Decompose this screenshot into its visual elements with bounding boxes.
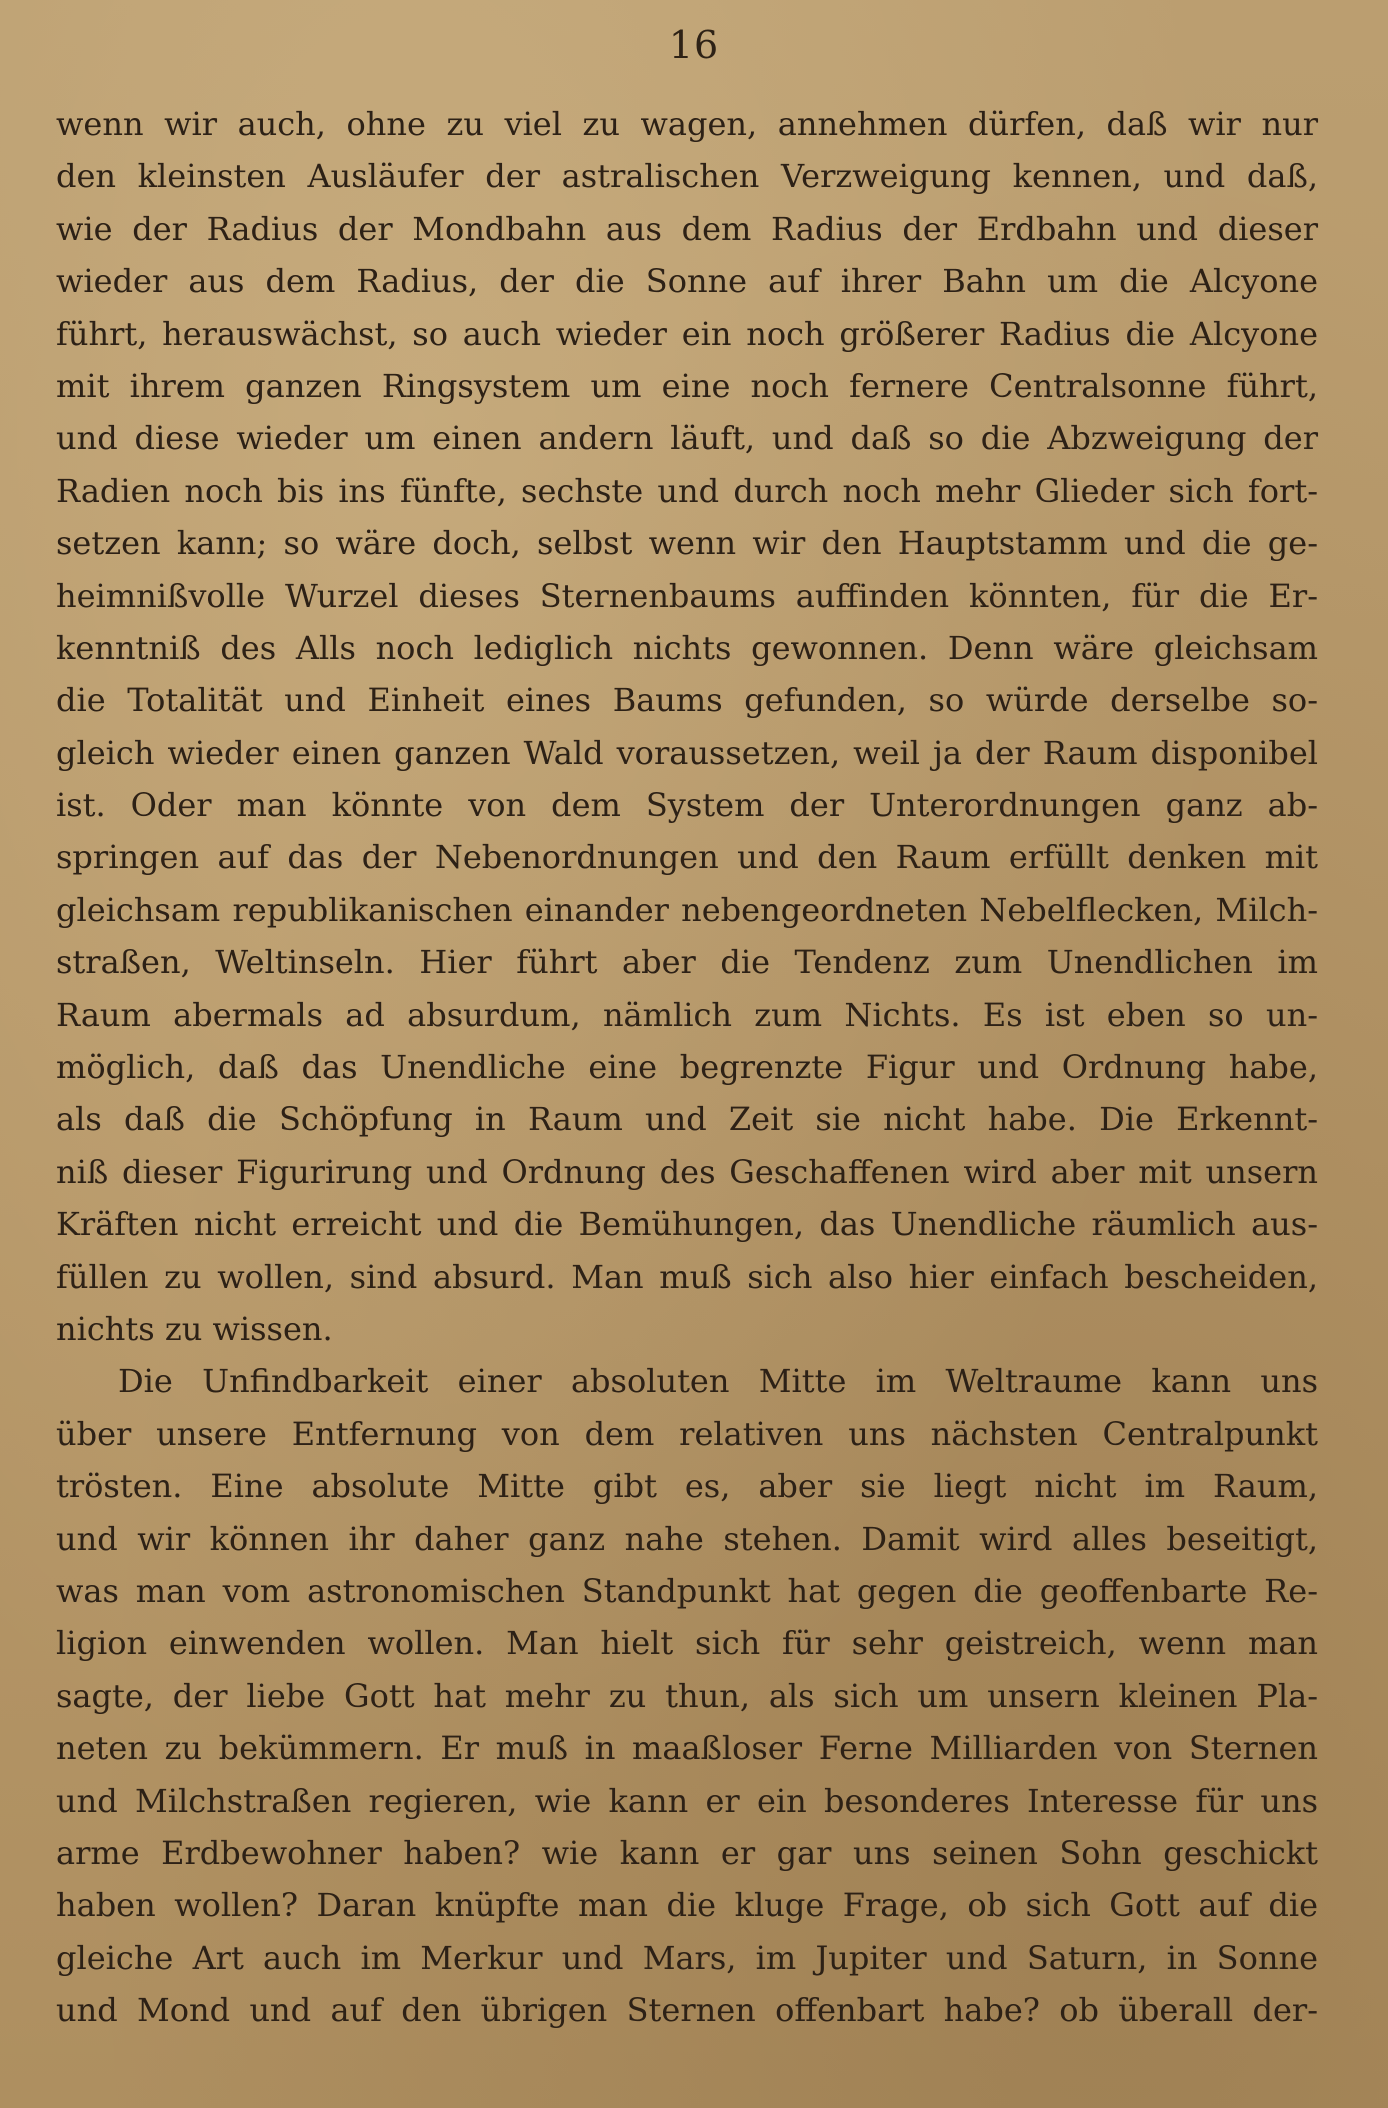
text-line: möglich, daß das Unendliche eine begrenzte Figur und Ordnung habe, (56, 1048, 1318, 1087)
text-line: setzen kann; so wäre doch, selbst wenn wir den Hauptstamm und die ge- (56, 524, 1318, 563)
text-line: Kräften nicht erreicht und die Bemühungen, das Unendliche räumlich aus- (56, 1205, 1318, 1244)
text-line: wie der Radius der Mondbahn aus dem Radius der Erdbahn und dieser (56, 209, 1318, 248)
text-line: und wir können ihr daher ganz nahe stehen. Damit wird alles beseitigt, (56, 1519, 1318, 1558)
text-line: füllen zu wollen, sind absurd. Man muß sich also hier einfach bescheiden, (56, 1257, 1318, 1296)
text-line: springen auf das der Nebenordnungen und den Raum erfüllt denken mit (56, 838, 1318, 877)
text-line: mit ihrem ganzen Ringsystem um eine noch fernere Centralsonne führt, (56, 366, 1318, 405)
text-line: neten zu bekümmern. Er muß in maaßloser Ferne Milliarden von Sternen (56, 1729, 1318, 1768)
paragraph-1 (56, 98, 1318, 1355)
text-line: gleiche Art auch im Merkur und Mars, im Jupiter und Saturn, in Sonne (56, 1938, 1318, 1977)
text-line: nichts zu wissen. (56, 1309, 333, 1348)
text-line: arme Erdbewohner haben? wie kann er gar uns seinen Sohn geschickt (56, 1833, 1318, 1872)
text-line: gleich wieder einen ganzen Wald voraussetzen, weil ja der Raum disponibel (56, 733, 1318, 772)
text-line: und Mond und auf den übrigen Sternen offenbart habe? ob überall der- (56, 1991, 1318, 2030)
text-line: führt, herauswächst, so auch wieder ein noch größerer Radius die Alcyone (56, 314, 1318, 353)
text-line: gleichsam republikanischen einander nebengeordneten Nebelflecken, Milch- (56, 890, 1318, 929)
paragraph-2 (56, 1355, 1318, 2036)
text-line: heimnißvolle Wurzel dieses Sternenbaums auffinden könnten, für die Er- (56, 576, 1318, 615)
text-line: ist. Oder man könnte von dem System der Unterordnungen ganz ab- (56, 786, 1318, 825)
text-line: Raum abermals ad absurdum, nämlich zum Nichts. Es ist eben so un- (56, 995, 1318, 1034)
text-line: wieder aus dem Radius, der die Sonne auf ihrer Bahn um die Alcyone (56, 262, 1318, 301)
text-line: straßen, Weltinseln. Hier führt aber die Tendenz zum Unendlichen im (56, 943, 1318, 982)
text-line: den kleinsten Ausläufer der astralischen Verzweigung kennen, und daß, (56, 157, 1318, 196)
text-line: und diese wieder um einen andern läuft, und daß so die Abzweigung der (56, 419, 1318, 458)
text-line: ligion einwenden wollen. Man hielt sich für sehr geistreich, wenn man (56, 1624, 1318, 1663)
text-line: und Milchstraßen regieren, wie kann er ein besonderes Interesse für uns (56, 1781, 1318, 1820)
text-line: kenntniß des Alls noch lediglich nichts gewonnen. Denn wäre gleichsam (56, 628, 1318, 667)
text-line: wenn wir auch, ohne zu viel zu wagen, annehmen dürfen, daß wir nur (56, 105, 1318, 143)
text-line: über unsere Entfernung von dem relativen uns nächsten Centralpunkt (56, 1414, 1318, 1453)
text-line: trösten. Eine absolute Mitte gibt es, aber sie liegt nicht im Raum, (56, 1467, 1318, 1506)
text-line: Die Unfindbarkeit einer absoluten Mitte im Weltraume kann uns (118, 1362, 1318, 1401)
text-line: Radien noch bis ins fünfte, sechste und durch noch mehr Glieder sich fort- (56, 471, 1318, 510)
text-line: niß dieser Figurirung und Ordnung des Geschaffenen wird aber mit unsern (56, 1152, 1318, 1191)
text-line: haben wollen? Daran knüpfte man die kluge Frage, ob sich Gott auf die (56, 1886, 1318, 1925)
text-line: als daß die Schöpfung in Raum und Zeit sie nicht habe. Die Erkennt- (56, 1100, 1318, 1139)
text-line: sagte, der liebe Gott hat mehr zu thun, als sich um unsern kleinen Pla- (56, 1676, 1318, 1715)
text-line: die Totalität und Einheit eines Baums gefunden, so würde derselbe so- (56, 681, 1318, 720)
text-line: was man vom astronomischen Standpunkt hat gegen die geoffenbarte Re- (56, 1571, 1318, 1610)
page-number: 16 (668, 23, 720, 67)
body-text (56, 98, 1318, 2036)
